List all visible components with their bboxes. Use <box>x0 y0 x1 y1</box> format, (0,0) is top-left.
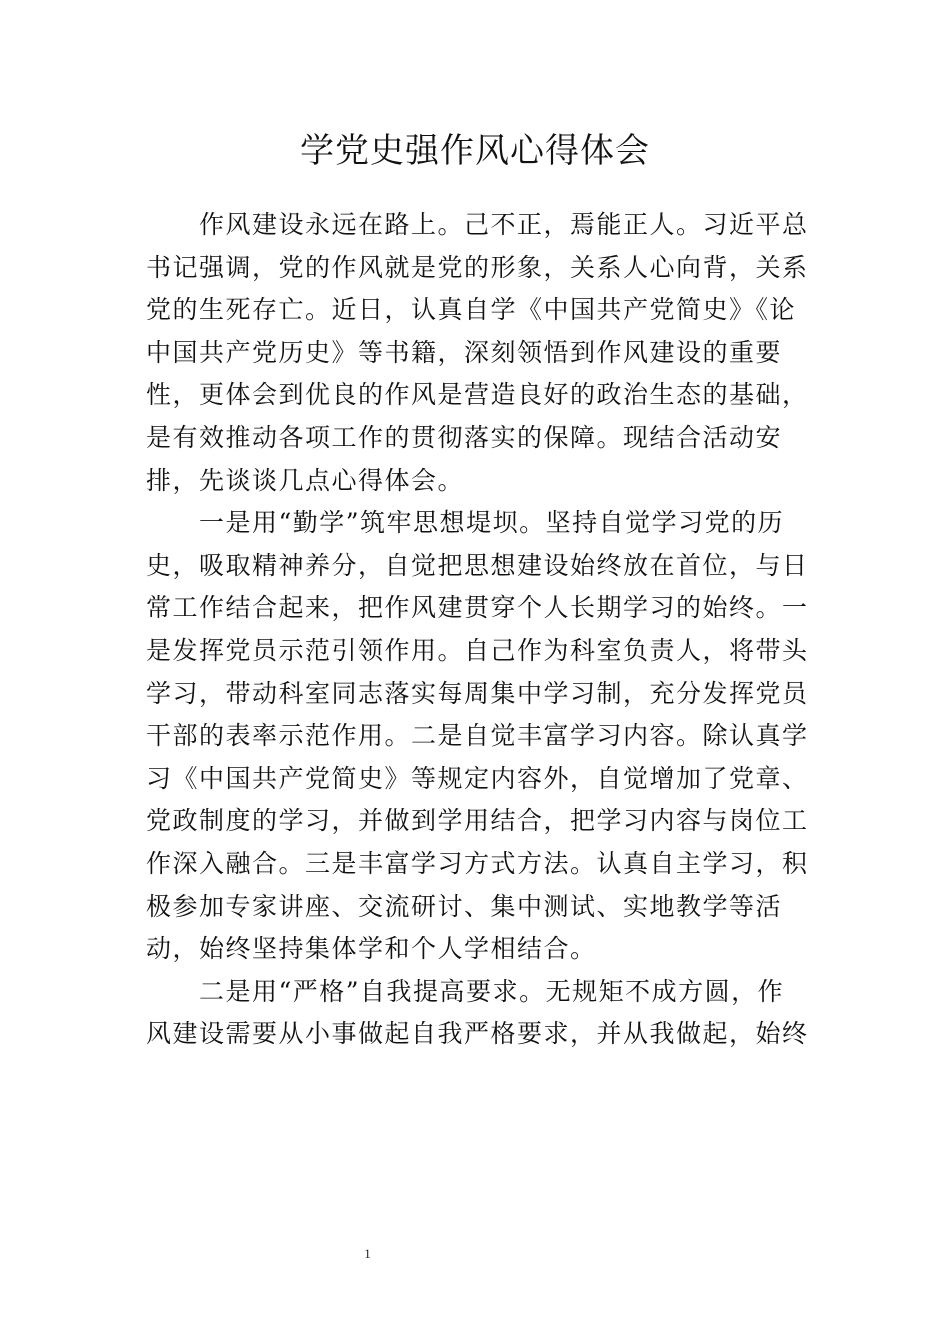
body-line: 是有效推动各项工作的贯彻落实的保障。现结合活动安 <box>146 422 783 452</box>
body-line: 作深入融合。三是丰富学习方式方法。认真自主学习，积 <box>146 848 809 878</box>
body-line: 史，吸取精神养分，自觉把思想建设始终放在首位，与日 <box>146 550 809 580</box>
body-line: 一是用“勤学”筑牢思想堤坝。坚持自觉学习党的历 <box>146 508 785 538</box>
body-line: 中国共产党历史》等书籍，深刻领悟到作风建设的重要 <box>146 337 783 367</box>
body-line: 党的生死存亡。近日，认真自学《中国共产党简史》《论 <box>146 295 797 325</box>
body-line: 学习，带动科室同志落实每周集中学习制，充分发挥党员 <box>146 678 809 708</box>
body-line: 是发挥党员示范引领作用。自己作为科室负责人，将带头 <box>146 635 809 665</box>
body-line: 书记强调，党的作风就是党的形象，关系人心向背，关系 <box>146 252 809 282</box>
page-number: 1 <box>364 1246 371 1261</box>
body-line: 党政制度的学习，并做到学用结合，把学习内容与岗位工 <box>146 806 809 836</box>
document-body <box>146 204 809 1056</box>
body-line: 性，更体会到优良的作风是营造良好的政治生态的基础， <box>146 380 809 410</box>
body-line: 常工作结合起来，把作风建贯穿个人长期学习的始终。一 <box>146 593 809 623</box>
body-line: 作风建设永远在路上。己不正，焉能正人。习近平总 <box>146 210 809 239</box>
body-line: 二是用“严格”自我提高要求。无规矩不成方圆，作 <box>146 976 785 1006</box>
body-line: 极参加专家讲座、交流研讨、集中测试、实地教学等活 <box>146 891 783 921</box>
body-line: 风建设需要从小事做起自我严格要求，并从我做起，始终 <box>146 1019 809 1049</box>
body-line: 习《中国共产党简史》等规定内容外，自觉增加了党章、 <box>146 763 809 793</box>
body-line: 干部的表率示范作用。二是自觉丰富学习内容。除认真学 <box>146 721 809 751</box>
document-title: 学党史强作风心得体会 <box>300 131 650 171</box>
body-line: 排，先谈谈几点心得体会。 <box>146 465 465 495</box>
body-line: 动，始终坚持集体学和个人学相结合。 <box>146 934 597 964</box>
